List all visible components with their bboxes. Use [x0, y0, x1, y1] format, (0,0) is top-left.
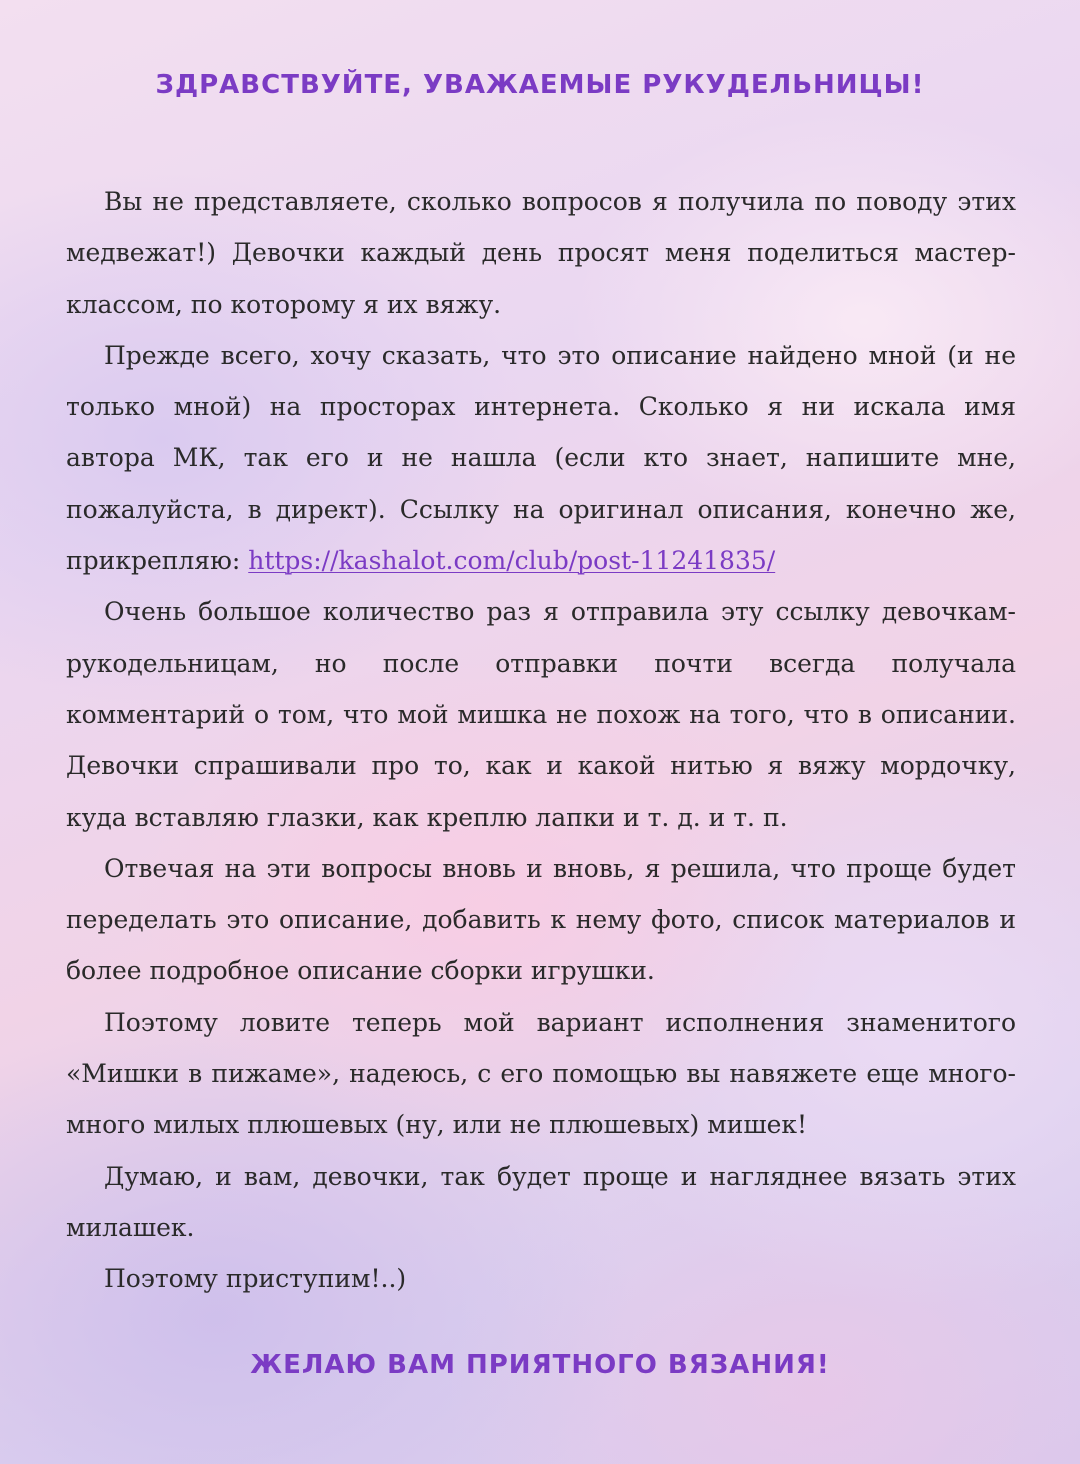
paragraph-comments: Очень большое количество раз я отправила эту ссылку девочкам-рукодельницам, но после отправки почти всегда получала комментарий о том, что мой мишка не похож на того, что в описании. Девочки спрашивали про то, как и какой нитью я вяжу мордочку, куда вставляю глазки, как креплю лапки и т. д. и т. п. — [66, 597, 1016, 832]
closing-heading: ЖЕЛАЮ ВАМ ПРИЯТНОГО ВЯЗАНИЯ! — [250, 1350, 830, 1380]
paragraph-easier: Думаю, и вам, девочки, так будет проще и нагляднее вязать этих милашек. — [66, 1161, 1016, 1242]
paragraph-variant: Поэтому ловите теперь мой вариант исполнения знаменитого «Мишки в пижаме», надеюсь, с его помощью вы навяжете еще много-много милых плюшевых (ну, или не плюшевых) мишек! — [66, 1007, 1016, 1140]
paragraph-questions: Вы не представляете, сколько вопросов я получила по поводу этих медвежат!) Девочки каждый день просят меня поделиться мастер-классом, по которому я их вяжу. — [66, 187, 1016, 319]
paragraph-source — [66, 330, 1016, 586]
paragraph-source-text: Прежде всего, хочу сказать, что это описание найдено мной (и не только мной) на просторах интернета. Сколько я ни искала имя автора МК, так его и не нашла (если кто знает, напишите мне, пожалуйста, в директ). Ссылку на оригинал описания, конечно же, прикрепляю: — [66, 340, 1016, 576]
paragraph-rework: Отвечая на эти вопросы вновь и вновь, я решила, что проще будет переделать это описание, добавить к нему фото, список материалов и более подробное описание сборки игрушки. — [66, 853, 1016, 986]
greeting-heading: ЗДРАВСТВУЙТЕ, УВАЖАЕМЫЕ РУКУДЕЛЬНИЦЫ! — [155, 70, 925, 100]
original-pattern-link[interactable]: https://kashalot.com/club/post-11241835/ — [248, 546, 776, 576]
letter-body — [66, 176, 1016, 1305]
paragraph-start: Поэтому приступим!..) — [104, 1264, 407, 1294]
